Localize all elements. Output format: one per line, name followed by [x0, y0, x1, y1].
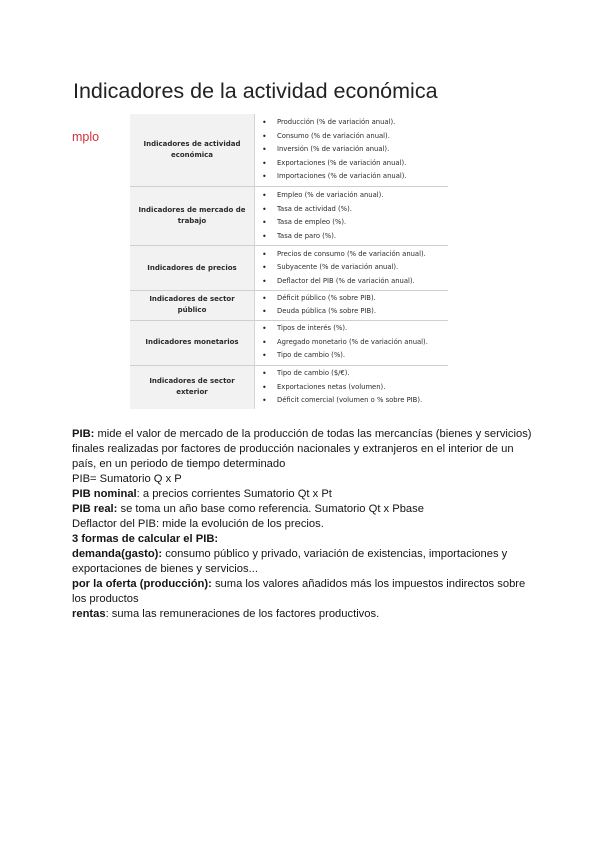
indicator-list — [255, 116, 448, 184]
list-item: • Agregado monetario (% de variación anual). — [277, 336, 448, 350]
notes-section — [72, 427, 532, 622]
indicator-items — [255, 114, 449, 187]
side-note: mplo — [72, 130, 100, 144]
pib-real — [72, 502, 532, 517]
list-item: • Déficit comercial (volumen o % sobre PIB). — [277, 394, 448, 408]
indicator-list — [255, 322, 448, 363]
list-item: • Consumo (% de variación anual). — [277, 130, 448, 144]
pib-nominal-label: PIB nominal — [72, 488, 137, 500]
indicators-table-body — [130, 114, 448, 409]
formas-heading-text: 3 formas de calcular el PIB: — [72, 533, 219, 545]
list-item: • Deuda pública (% sobre PIB). — [277, 305, 448, 319]
rentas-label: rentas — [72, 608, 106, 620]
list-item: • Tipo de cambio (%). — [277, 349, 448, 363]
indicator-category: Indicadores monetarios — [130, 320, 255, 365]
indicator-list — [255, 292, 448, 319]
list-item: • Déficit público (% sobre PIB). — [277, 292, 448, 306]
indicator-list — [255, 189, 448, 243]
pib-real-text: se toma un año base como referencia. Sumatorio Qt x Pbase — [117, 503, 424, 515]
indicator-list — [255, 248, 448, 289]
indicators-table — [130, 114, 448, 409]
list-item: • Exportaciones netas (volumen). — [277, 381, 448, 395]
indicator-items — [255, 365, 449, 409]
table-row — [130, 320, 448, 365]
indicator-list — [255, 367, 448, 408]
page-title: Indicadores de la actividad económica — [73, 79, 438, 103]
pib-nominal — [72, 487, 532, 502]
table-row — [130, 114, 448, 187]
list-item: • Empleo (% de variación anual). — [277, 189, 448, 203]
list-item: • Exportaciones (% de variación anual). — [277, 157, 448, 171]
pib-text: mide el valor de mercado de la producción de todas las mercancías (bienes y servicios) finales realizadas por factores de producción nacionales y extranjeros en el interior de un país, en un periodo de tiempo determinado — [72, 428, 532, 470]
indicator-category: Indicadores de sector exterior — [130, 365, 255, 409]
table-row — [130, 187, 448, 246]
pib-definition — [72, 427, 532, 472]
indicator-category: Indicadores de precios — [130, 246, 255, 291]
demanda-label: demanda(gasto): — [72, 548, 163, 560]
indicator-items — [255, 246, 449, 291]
list-item: • Precios de consumo (% de variación anual). — [277, 248, 448, 262]
table-row — [130, 290, 448, 320]
list-item: • Tipos de interés (%). — [277, 322, 448, 336]
indicator-category: Indicadores de sector público — [130, 290, 255, 320]
list-item: • Inversión (% de variación anual). — [277, 143, 448, 157]
indicator-items — [255, 320, 449, 365]
list-item: • Tasa de paro (%). — [277, 230, 448, 244]
deflactor-line: Deflactor del PIB: mide la evolución de los precios. — [72, 518, 324, 530]
indicator-items — [255, 187, 449, 246]
list-item: • Tipo de cambio ($/€). — [277, 367, 448, 381]
pib-label: PIB: — [72, 428, 95, 440]
indicator-items — [255, 290, 449, 320]
table-row — [130, 246, 448, 291]
list-item: • Tasa de empleo (%). — [277, 216, 448, 230]
list-item: • Deflactor del PIB (% de variación anual). — [277, 275, 448, 289]
demanda-text: consumo público y privado, variación de existencias, importaciones y exportaciones de bienes y servicios... — [72, 548, 508, 575]
list-item: • Producción (% de variación anual). — [277, 116, 448, 130]
oferta-label: por la oferta (producción): — [72, 578, 212, 590]
formas-heading — [72, 532, 532, 547]
oferta-text: suma los valores añadidos más los impuestos indirectos sobre los productos — [72, 578, 526, 605]
rentas-line — [72, 607, 532, 622]
indicator-category: Indicadores de mercado de trabajo — [130, 187, 255, 246]
pib-real-label: PIB real: — [72, 503, 118, 515]
list-item: • Importaciones (% de variación anual). — [277, 170, 448, 184]
demanda-line — [72, 547, 532, 577]
rentas-text: : suma las remuneraciones de los factores productivos. — [105, 608, 380, 620]
pib-nominal-text: : a precios corrientes Sumatorio Qt x Pt — [136, 488, 332, 500]
table-row — [130, 365, 448, 409]
oferta-line — [72, 577, 532, 607]
list-item: • Tasa de actividad (%). — [277, 203, 448, 217]
list-item: • Subyacente (% de variación anual). — [277, 261, 448, 275]
indicator-category: Indicadores de actividad económica — [130, 114, 255, 187]
pib-formula: PIB= Sumatorio Q x P — [72, 473, 182, 485]
